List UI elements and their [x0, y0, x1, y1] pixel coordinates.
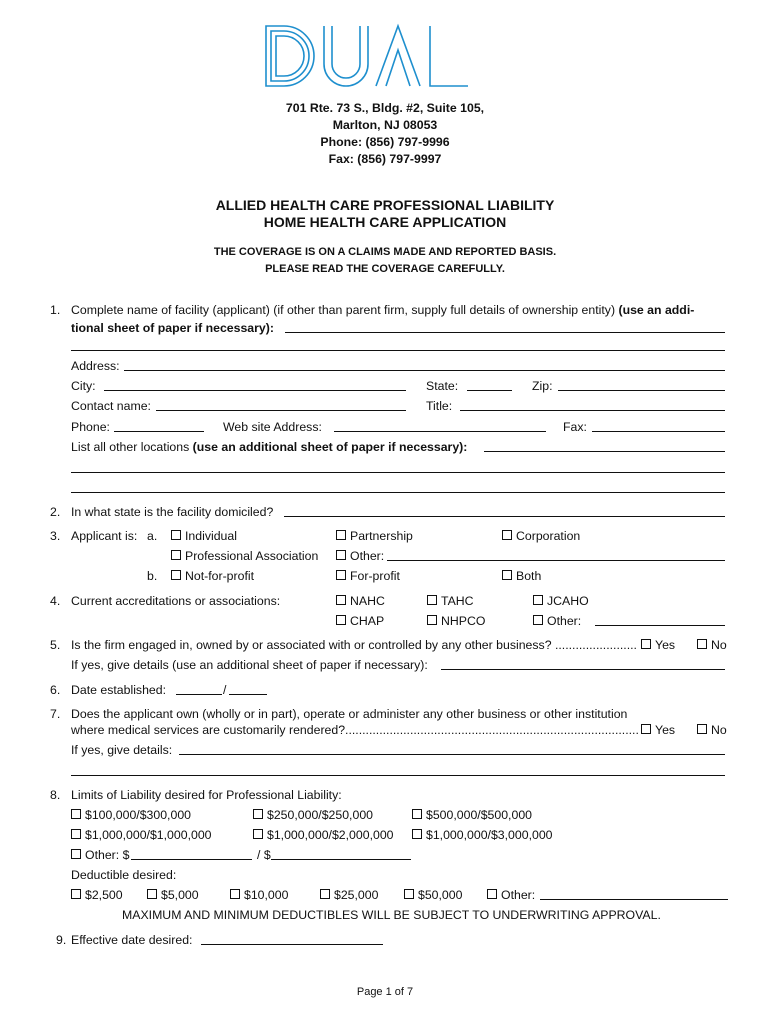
- checkbox[interactable]: [487, 889, 497, 899]
- title-line-2: HOME HEALTH CARE APPLICATION: [263, 214, 507, 230]
- notice-line-1: THE COVERAGE IS ON A CLAIMS MADE AND REPORTED BASIS.: [213, 246, 557, 258]
- q2-number: 2.: [50, 505, 61, 519]
- checkbox[interactable]: [320, 889, 330, 899]
- year-established-field[interactable]: [229, 683, 267, 695]
- q4-number: 4.: [50, 594, 61, 608]
- checkbox[interactable]: [253, 809, 263, 819]
- website-field[interactable]: [334, 420, 546, 432]
- q5-text: Is the firm engaged in, owned by or associated with or controlled by any other business? ........................: [71, 638, 637, 652]
- phone-label: Phone:: [71, 420, 110, 434]
- deductible-option[interactable]: $10,000: [230, 888, 288, 902]
- other-locations-label: List all other locations (use an additional sheet of paper if necessary):: [71, 440, 468, 454]
- checkbox[interactable]: [641, 724, 651, 734]
- deductible-label: Deductible desired:: [71, 868, 177, 882]
- q1-text-cont: tional sheet of paper if necessary):: [71, 321, 274, 335]
- checkbox[interactable]: [171, 550, 181, 560]
- fax-line: Fax: (856) 797-9997: [328, 152, 442, 166]
- zip-label: Zip:: [532, 379, 553, 393]
- q7-line-1: Does the applicant own (wholly or in part), operate or administer any other business or other institution: [71, 707, 628, 721]
- checkbox[interactable]: [253, 829, 263, 839]
- q7-details-label: If yes, give details:: [71, 743, 173, 757]
- zip-field[interactable]: [558, 379, 725, 391]
- month-established-field[interactable]: [176, 683, 222, 695]
- q9-number: 9.: [56, 933, 67, 947]
- checkbox[interactable]: [502, 530, 512, 540]
- checkbox[interactable]: [71, 829, 81, 839]
- checkbox[interactable]: [412, 809, 422, 819]
- deductible-option[interactable]: $5,000: [147, 888, 199, 902]
- q7-details-field[interactable]: [179, 743, 725, 755]
- limit-option[interactable]: $1,000,000/$1,000,000: [71, 828, 212, 842]
- city-field[interactable]: [104, 379, 406, 391]
- checkbox[interactable]: [171, 530, 181, 540]
- dual-logo: [262, 20, 472, 92]
- other-locations-field-2[interactable]: [71, 461, 725, 473]
- contact-label: Contact name:: [71, 399, 151, 413]
- q1-number: 1.: [50, 303, 61, 317]
- jcaho-option[interactable]: JCAHO: [533, 594, 589, 608]
- q7-yes-option[interactable]: Yes: [641, 723, 675, 737]
- phone-line: Phone: (856) 797-9996: [320, 135, 450, 149]
- limit-other-field-2[interactable]: [271, 848, 411, 860]
- q4-text: Current accreditations or associations:: [71, 594, 281, 608]
- nhpco-option[interactable]: NHPCO: [427, 614, 485, 628]
- checkbox[interactable]: [412, 829, 422, 839]
- limit-separator: / $: [257, 848, 271, 862]
- address-line-2: Marlton, NJ 08053: [332, 118, 438, 132]
- checkbox[interactable]: [404, 889, 414, 899]
- facility-name-field-2[interactable]: [71, 339, 725, 351]
- q6-number: 6.: [50, 683, 61, 697]
- checkbox[interactable]: [533, 595, 543, 605]
- address-label: Address:: [71, 359, 120, 373]
- q7-number: 7.: [50, 707, 61, 721]
- limit-other-option[interactable]: Other: $: [71, 848, 129, 862]
- checkbox[interactable]: [336, 615, 346, 625]
- nahc-option[interactable]: NAHC: [336, 594, 385, 608]
- other-entity-field[interactable]: [387, 549, 725, 561]
- checkbox[interactable]: [641, 639, 651, 649]
- date-separator: /: [223, 683, 227, 697]
- q7-details-field-2[interactable]: [71, 764, 725, 776]
- q5-no-option[interactable]: No: [697, 638, 727, 652]
- q5-number: 5.: [50, 638, 61, 652]
- limit-other-field-1[interactable]: [131, 848, 252, 860]
- q5-details-label: If yes, give details (use an additional sheet of paper if necessary):: [71, 658, 428, 672]
- checkbox[interactable]: [71, 889, 81, 899]
- limit-option[interactable]: $250,000/$250,000: [253, 808, 373, 822]
- q3-a: a.: [147, 529, 158, 543]
- address-line-1: 701 Rte. 73 S., Bldg. #2, Suite 105,: [285, 101, 485, 115]
- checkbox[interactable]: [336, 595, 346, 605]
- q3-number: 3.: [50, 529, 61, 543]
- chap-option[interactable]: CHAP: [336, 614, 384, 628]
- other-locations-field[interactable]: [484, 440, 725, 452]
- q8-text: Limits of Liability desired for Professional Liability:: [71, 788, 342, 802]
- contact-field[interactable]: [156, 399, 406, 411]
- prof-assoc-option[interactable]: Professional Association: [171, 549, 318, 563]
- partnership-option[interactable]: Partnership: [336, 529, 413, 543]
- q6-text: Date established:: [71, 683, 167, 697]
- checkbox[interactable]: [697, 724, 707, 734]
- fax-field[interactable]: [592, 420, 725, 432]
- q8-number: 8.: [50, 788, 61, 802]
- both-option[interactable]: Both: [502, 569, 541, 583]
- not-for-profit-option[interactable]: Not-for-profit: [171, 569, 254, 583]
- address-field[interactable]: [124, 359, 725, 371]
- checkbox[interactable]: [427, 615, 437, 625]
- checkbox[interactable]: [533, 615, 543, 625]
- limit-option[interactable]: $100,000/$300,000: [71, 808, 191, 822]
- accred-other-field[interactable]: [595, 614, 725, 626]
- domicile-state-field[interactable]: [284, 505, 725, 517]
- facility-name-field[interactable]: [285, 321, 725, 333]
- fax-label: Fax:: [563, 420, 587, 434]
- for-profit-option[interactable]: For-profit: [336, 569, 400, 583]
- deductible-option[interactable]: $50,000: [404, 888, 462, 902]
- tahc-option[interactable]: TAHC: [427, 594, 474, 608]
- q5-yes-option[interactable]: Yes: [641, 638, 675, 652]
- deductible-other-option[interactable]: Other:: [487, 888, 535, 902]
- website-label: Web site Address:: [223, 420, 322, 434]
- checkbox[interactable]: [171, 570, 181, 580]
- q7-line-2: where medical services are customarily rendered?......................................................................................: [71, 723, 639, 737]
- title-field[interactable]: [460, 399, 725, 411]
- deductible-other-field[interactable]: [540, 888, 728, 900]
- page-number: Page 1 of 7: [356, 986, 414, 998]
- checkbox[interactable]: [71, 849, 81, 859]
- limit-option[interactable]: $500,000/$500,000: [412, 808, 532, 822]
- individual-option[interactable]: Individual: [171, 529, 237, 543]
- checkbox[interactable]: [71, 809, 81, 819]
- q5-details-field[interactable]: [441, 658, 725, 670]
- checkbox[interactable]: [502, 570, 512, 580]
- q3-label: Applicant is:: [71, 529, 138, 543]
- title-label: Title:: [426, 399, 453, 413]
- checkbox[interactable]: [230, 889, 240, 899]
- phone-field[interactable]: [114, 420, 204, 432]
- checkbox[interactable]: [336, 530, 346, 540]
- effective-date-field[interactable]: [201, 933, 383, 945]
- limit-option[interactable]: $1,000,000/$3,000,000: [412, 828, 553, 842]
- q7-no-option[interactable]: No: [697, 723, 727, 737]
- state-field[interactable]: [467, 379, 512, 391]
- checkbox[interactable]: [697, 639, 707, 649]
- q3-b: b.: [147, 569, 158, 583]
- checkbox[interactable]: [336, 550, 346, 560]
- limit-option[interactable]: $1,000,000/$2,000,000: [253, 828, 394, 842]
- q2-text: In what state is the facility domiciled?: [71, 505, 274, 519]
- accred-other-option[interactable]: Other:: [533, 614, 581, 628]
- deductible-option[interactable]: $25,000: [320, 888, 378, 902]
- corporation-option[interactable]: Corporation: [502, 529, 580, 543]
- state-label: State:: [426, 379, 459, 393]
- city-label: City:: [71, 379, 96, 393]
- other-option[interactable]: Other:: [336, 549, 384, 563]
- notice-line-2: PLEASE READ THE COVERAGE CAREFULLY.: [265, 263, 505, 275]
- other-locations-field-3[interactable]: [71, 481, 725, 493]
- checkbox[interactable]: [336, 570, 346, 580]
- checkbox[interactable]: [147, 889, 157, 899]
- deductible-warning: MAXIMUM AND MINIMUM DEDUCTIBLES WILL BE SUBJECT TO UNDERWRITING APPROVAL.: [122, 908, 661, 922]
- q9-text: Effective date desired:: [71, 933, 193, 947]
- deductible-option[interactable]: $2,500: [71, 888, 123, 902]
- title-line-1: ALLIED HEALTH CARE PROFESSIONAL LIABILITY: [215, 197, 555, 213]
- checkbox[interactable]: [427, 595, 437, 605]
- q1-text: Complete name of facility (applicant) (if other than parent firm, supply full details of ownership entity) (use an addi-: [71, 303, 695, 317]
